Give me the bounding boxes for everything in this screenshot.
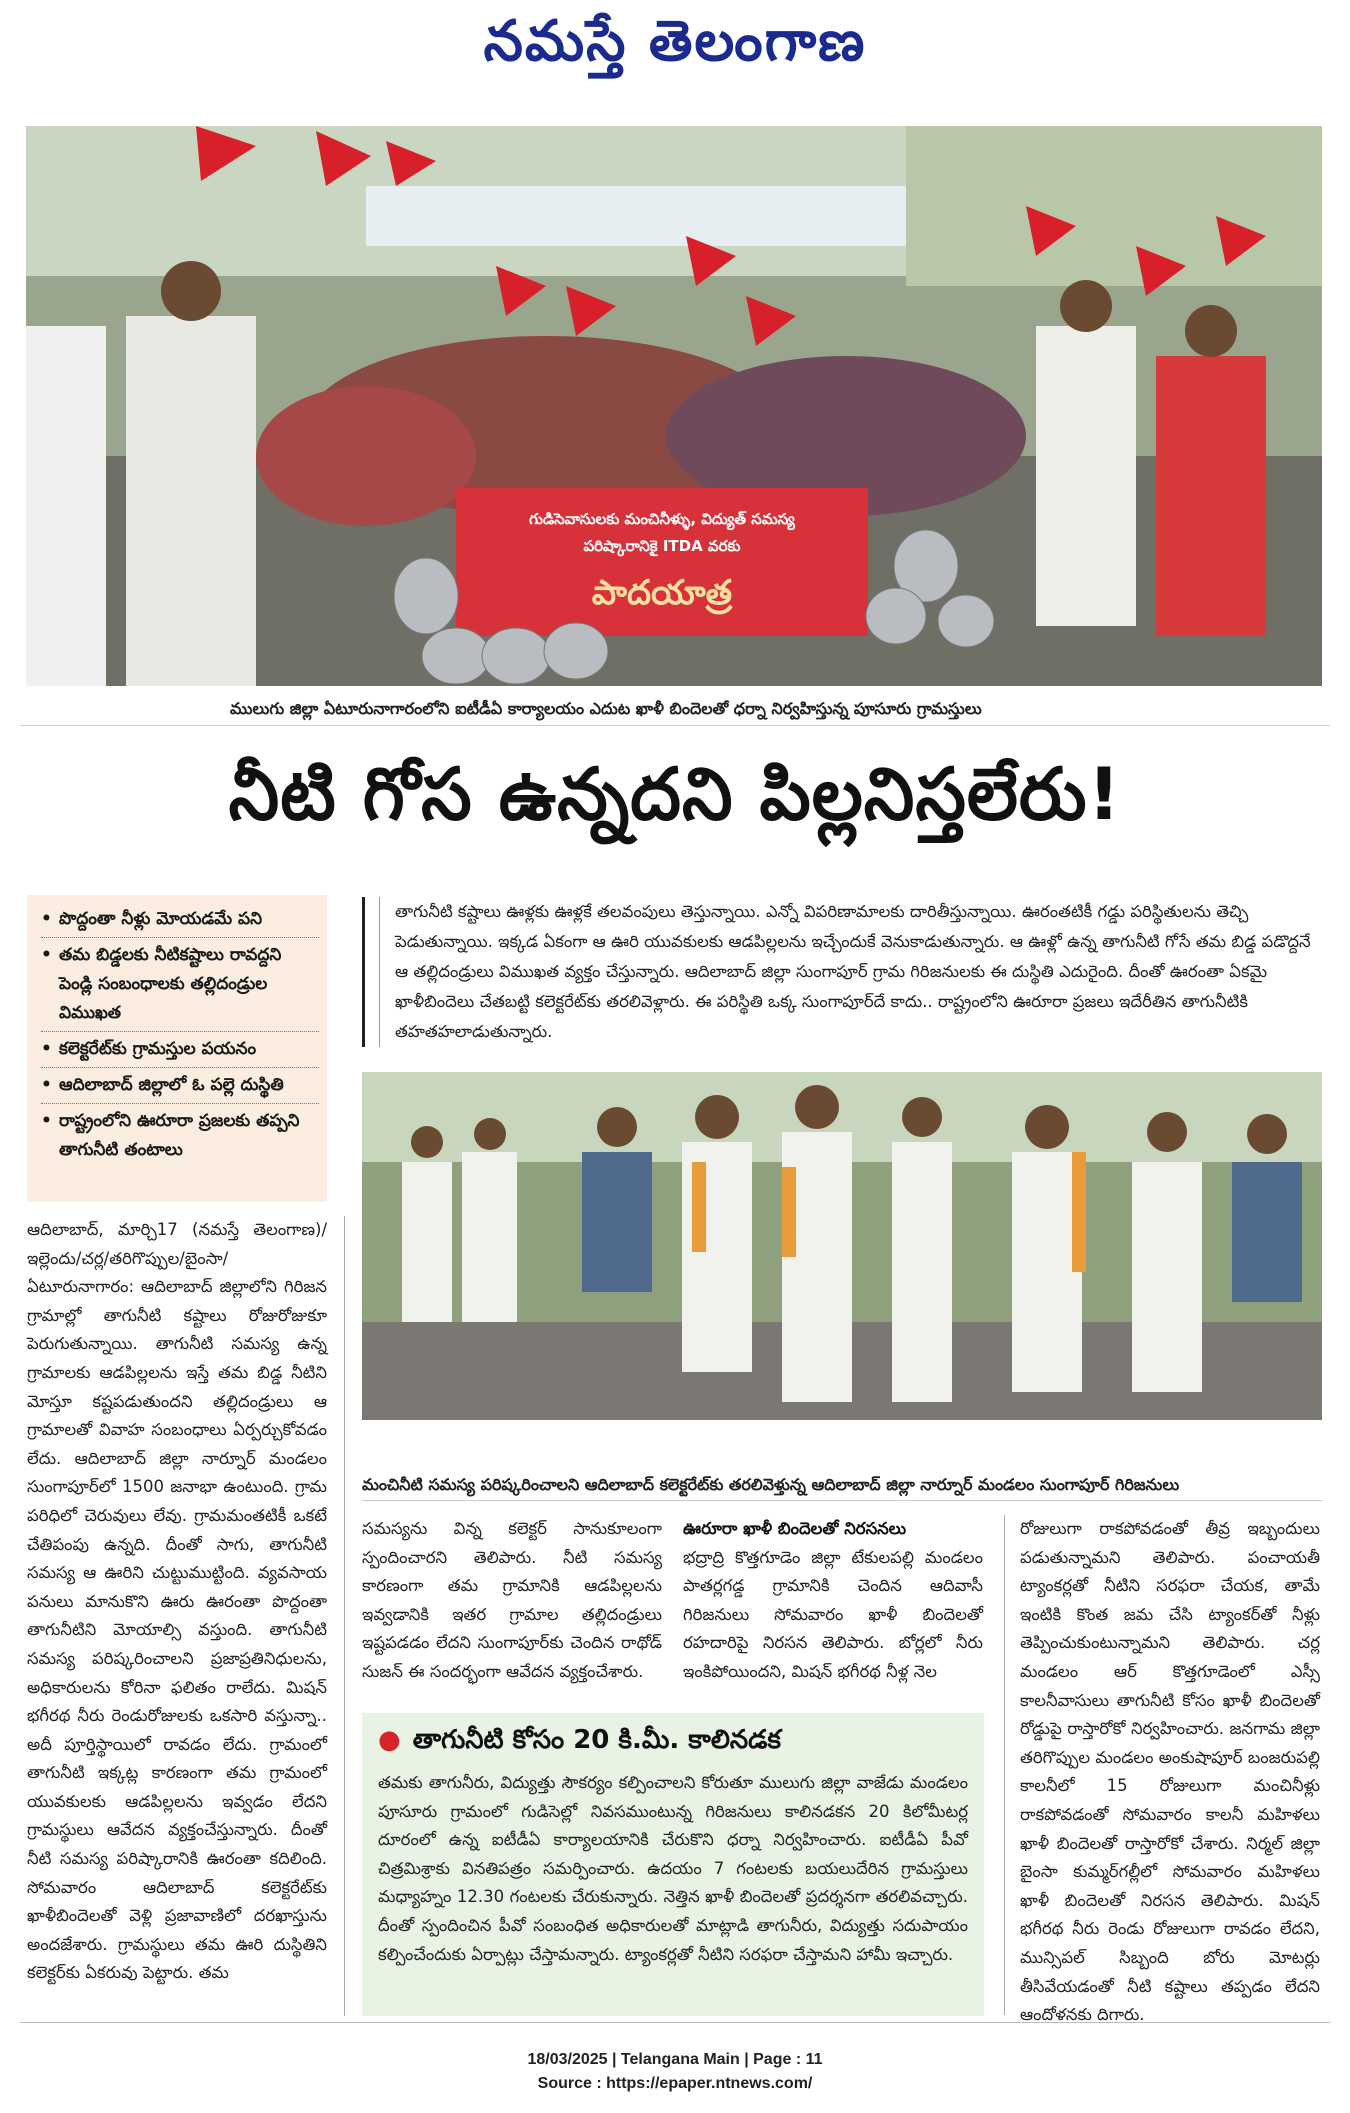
banner-line3: పాదయాత్ర bbox=[591, 573, 733, 613]
headline: నీటి గోస ఉన్నదని పిల్లనిస్తలేరు! bbox=[228, 752, 1122, 836]
middle-photo-caption: మంచినీటి సమస్య పరిష్కరించాలని ఆదిలాబాద్ కలెక్టరేట్‌కు తరలివెళ్తున్న ఆదిలాబాద్ జిల్లా నార్నూర్ మండలం సుంగాపూర్ గిరిజనులు bbox=[362, 1475, 1180, 1494]
box-body: తమకు తాగునీరు, విద్యుత్తు సౌకర్యం కల్పించాలని కోరుతూ ములుగు జిల్లా వాజేడు మండలం పూసూరు గ్రామంలో గుడిసెల్లో నివసముంటున్న గిరిజనులు కాలినడకన 20 కిలోమీటర్ల దూరంలో ఉన్న ఐటీడీఏ కార్యాలయానికి చేరుకొని ధర్నా నిర్వహించారు. ఐటీడీఏ పీవో చిత్రమిశ్రాకు వినతిపత్రం సమర్పించారు. ఉదయం 7 గంటలకు బయలుదేరిన గ్రామస్తులు మధ్యాహ్నం 12.30 గంటలకు చేరుకున్నారు. నెత్తిన ఖాళీ బిందెలతో ప్రదర్శనగా తరలివచ్చారు. దీంతో స్పందించిన పీవో సంబంధిత అధికారులతో మాట్లాడి తాగునీరు, విద్యుత్తు సదుపాయం కల్పించేందుకు ఏర్పాట్లు చేస్తామన్నారు. ట్యాంకర్లతో నీటిని సరఫరా చేస్తామని హామీ ఇచ్చారు. bbox=[378, 1773, 968, 1964]
sidebar-story-box bbox=[362, 1713, 984, 2016]
highlight-item: • కలెక్టరేట్‌కు గ్రామస్తుల పయనం bbox=[41, 1035, 319, 1064]
bullet-icon: ● bbox=[378, 1725, 401, 1755]
caption-divider bbox=[20, 725, 1330, 726]
procession-photo bbox=[362, 1072, 1322, 1420]
masthead-title: నమస్తే తెలంగాణ bbox=[483, 8, 867, 74]
box-title-text: తాగునీటి కోసం 20 కి.మీ. కాలినడక bbox=[412, 1725, 781, 1755]
article-column-3 bbox=[683, 1515, 983, 1710]
highlights-box bbox=[27, 895, 327, 1202]
top-photo-caption: ములుగు జిల్లా ఏటూరునాగారంలోని ఐటీడీఏ కార్యాలయం ఎదుట ఖాళీ బిందెలతో ధర్నా నిర్వహిస్తున్న పూసూరు గ్రామస్తులు bbox=[230, 699, 982, 718]
intro-paragraph: తాగునీటి కష్టాలు ఊళ్లకు ఊళ్లకే తలవంపులు తెస్తున్నాయి. ఎన్నో విపరిణామాలకు దారితీస్తున్నాయి. ఊరంతటికీ గడ్డు పరిస్థితులను తెచ్చి పెడుతున్నాయి. ఇక్కడ ఏకంగా ఆ ఊరి యువకులకు ఆడపిల్లలను ఇచ్చేందుకే వెనుకాడుతున్నారు. ఆ ఊళ్లో ఉన్న తాగునీటి గోసే తమ బిడ్డ పడొద్దనే ఆ తల్లిదండ్రులు విముఖత వ్యక్తం చేస్తున్నారు. ఆదిలాబాద్ జిల్లా సుంగాపూర్ గ్రామ గిరిజనులకు ఈ దుస్థితి ఎదురైంది. దీంతో ఊరంతా ఏకమై ఖాళీబిందెలు చేతబట్టి కలెక్టరేట్‌కు తరలివెళ్లారు. ఈ పరిస్థితి ఒక్క సుంగాపూర్‌దే కాదు.. రాష్ట్రంలోని ఊరూరా ప్రజలు ఇదేరీతిన తాగునీటికి తహతహలాడుతున్నారు. bbox=[362, 897, 1320, 1047]
highlight-item: • రాష్ట్రంలోని ఊరూరా ప్రజలకు తప్పని తాగునీటి తంటాలు bbox=[41, 1107, 319, 1165]
highlight-item: • తమ బిడ్డలకు నీటికష్టాలు రావద్దని పెండ్లి సంబంధాలకు తల్లిదండ్రుల విముఖత bbox=[41, 941, 319, 1028]
box-title bbox=[378, 1725, 968, 1761]
footer-source-link[interactable]: Source : https://epaper.ntnews.com/ bbox=[537, 2075, 813, 2092]
article-column-1 bbox=[27, 1216, 327, 2016]
article-column-4 bbox=[1020, 1515, 1320, 2025]
protest-photo bbox=[26, 126, 1322, 686]
column-2-text: సమస్యను విన్న కలెక్టర్ సానుకూలంగా స్పందించారని తెలిపారు. నీటి సమస్య కారణంగా తమ గ్రామానికి ఆడపిల్లలను ఇవ్వడానికి ఇతర గ్రామాల తల్లిదండ్రులు ఇష్టపడడం లేదని సుంగాపూర్‌కు చెందిన రాథోడ్ సుజన్ ఈ సందర్భంగా ఆవేదన వ్యక్తంచేశారు. bbox=[362, 1519, 662, 1681]
highlight-item: • పొద్దంతా నీళ్లు మోయడమే పని bbox=[41, 905, 319, 934]
banner-line2: పరిష్కారానికై ITDA వరకు bbox=[583, 537, 741, 555]
column-3-heading: ఊరూరా ఖాళీ బిందెలతో నిరసనలు bbox=[683, 1519, 907, 1538]
footer-date-line: 18/03/2025 | Telangana Main | Page : 11 bbox=[527, 2051, 823, 2068]
footer-divider bbox=[20, 2022, 1330, 2023]
highlight-item: • ఆదిలాబాద్ జిల్లాలో ఓ పల్లె దుస్థితి bbox=[41, 1071, 319, 1100]
column-4-text: రోజులుగా రాకపోవడంతో తీవ్ర ఇబ్బందులు పడుతున్నామని తెలిపారు. పంచాయతీ ట్యాంకర్లతో నీటిని సరఫరా చేయక, తామే ఇంటికి కొంత జమ చేసి ట్యాంకర్‌తో నీళ్లు తెప్పించుకుంటున్నామని తెలిపారు. చర్ల మండలం ఆర్ కొత్తగూడెంలో ఎస్సీ కాలనీవాసులు తాగునీటి కోసం ఖాళీ బిందెలతో రోడ్డుపై రాస్తారోకో నిర్వహించారు. జనగామ జిల్లా తరిగొప్పుల మండలం అంకుషాపూర్ బంజరుపల్లి కాలనీలో 15 రోజులుగా మంచినీళ్లు రాకపోవడంతో సోమవారం కాలనీ మహిళలు ఖాళీ బిందెలతో రాస్తారోకో చేశారు. నిర్మల్ జిల్లా బైంసా కుమ్మర్‌గల్లీలో సోమవారం మహిళలు ఖాళీ బిందెలతో నిరసన తెలిపారు. మిషన్ భగీరథ నీరు రెండు రోజులుగా రావడం లేదని, మున్సిపల్ సిబ్బంది బోరు మోటర్లు తీసివేయడంతో నీటి కష్టాలు తప్పడం లేదని ఆందోళనకు దిగారు. bbox=[1020, 1519, 1320, 2025]
column-divider bbox=[1004, 1515, 1005, 2015]
caption-divider-2 bbox=[362, 1500, 1322, 1501]
column-3-text: భద్రాద్రి కొత్తగూడెం జిల్లా టేకులపల్లి మండలం పాతర్లగడ్డ గ్రామానికి చెందిన ఆదివాసీ గిరిజనులు సోమవారం ఖాళీ బిందెలతో రహదారిపై నిరసన తెలిపారు. బోర్లలో నీరు ఇంకిపోయిందని, మిషన్ భగీరథ నీళ్ల నెల bbox=[683, 1547, 983, 1681]
article-column-2 bbox=[362, 1515, 662, 1710]
footer bbox=[0, 2048, 1350, 2096]
column-1-text: ఆదిలాబాద్, మార్చి17 (నమస్తే తెలంగాణ)/ఇల్లెందు/చర్ల/తరిగొప్పుల/బైంసా/ఏటూరునాగారం: ఆదిలాబాద్ జిల్లాలోని గిరిజన గ్రామాల్లో తాగునీటి కష్టాలు రోజురోజుకూ పెరుగుతున్నాయి. తాగునీటి సమస్య ఉన్న గ్రామాలకు ఆడపిల్లలను ఇస్తే తమ బిడ్డ నీటిని మోస్తూ కష్టపడుతుందని తల్లిదండ్రులు ఆ గ్రామాలతో వివాహ సంబంధాలు ఏర్పర్చుకోవడం లేదు. ఆదిలాబాద్ జిల్లా నార్నూర్ మండలం సుంగాపూర్‌లో 1500 జనాభా ఉంటుంది. గ్రామ పరిధిలో చెరువులు లేవు. గ్రామమంతటికీ ఒకటే చేతిపంపు ఉన్నది. దీంతో సాగు, తాగునీటి సమస్య ఆ ఊరిని చుట్టుముట్టింది. వ్యవసాయ పనులు మానుకొని ఊరు ఊరంతా పొద్దంతా తాగునీటిని మోయాల్సి వస్తుంది. తాగునీటి సమస్య పరిష్కరించాలని ప్రజాప్రతినిధులను, అధికారులను కోరినా ఫలితం రాలేదు. మిషన్ భగీరథ నీరు రెండురోజులకు ఒకసారి వస్తున్నా.. అదీ పూర్తిస్థాయిలో రావడం లేదు. గ్రామంలో తాగునీటి ఇక్కట్ల కారణంగా తమ గ్రామంలో యువకులకు ఆడపిల్లలను ఇవ్వడం లేదని గ్రామస్థులు ఆవేదన వ్యక్తంచేస్తున్నారు. దీంతో నీటి సమస్య పరిష్కారానికి ఊరంతా కదిలింది. సోమవారం ఆదిలాబాద్ కలెక్టరేట్‌కు ఖాళీబిందెలతో వెళ్లి ప్రజావాణిలో దరఖాస్తును అందజేశారు. గ్రామస్థులు తమ ఊరి దుస్థితిని కలెక్టర్‌కు ఏకరువు పెట్టారు. తమ bbox=[27, 1220, 327, 1983]
column-divider bbox=[344, 1216, 345, 2016]
banner-line1: గుడిసెవాసులకు మంచినీళ్ళు, విద్యుత్ సమస్య bbox=[529, 510, 795, 528]
